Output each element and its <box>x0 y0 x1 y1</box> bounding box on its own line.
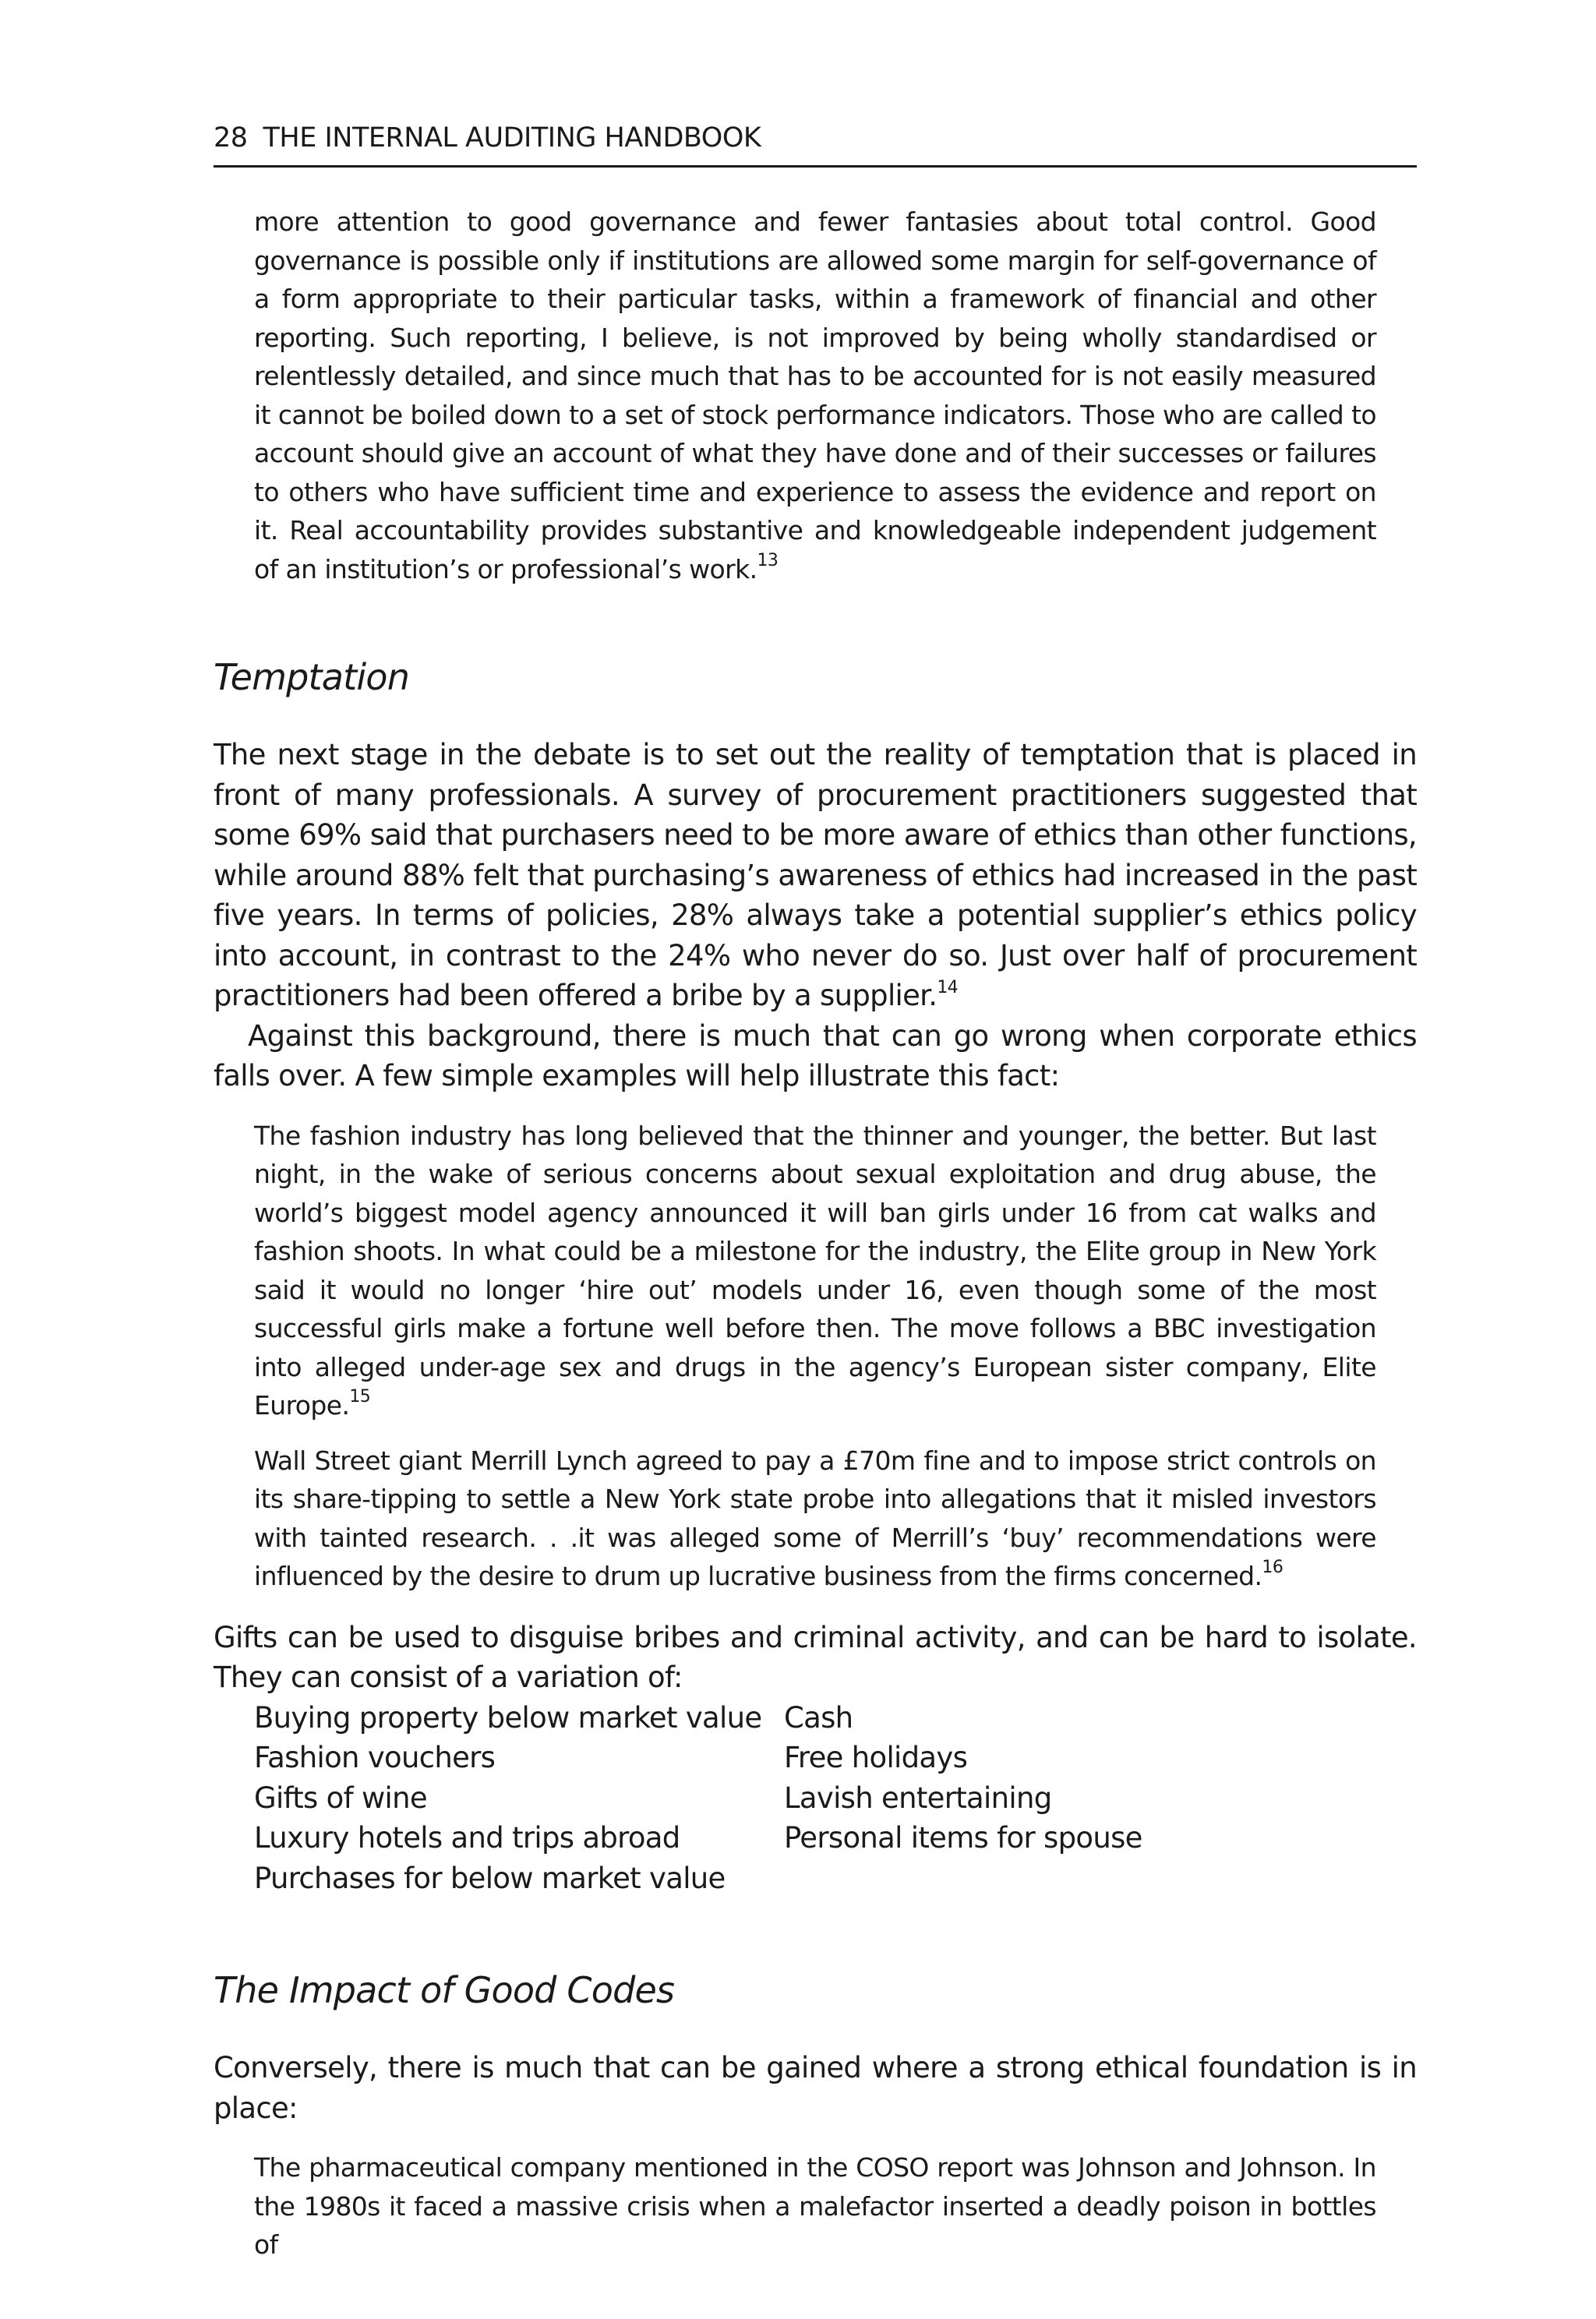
quote-text: Wall Street giant Merrill Lynch agreed to pay a £70m fine and to impose strict controls on its share-tipping to settle a New York state probe into allegations that it misled investors with tainted research. . .it was alleged some of Merrill’s ‘buy’ recommendations were influenced by the desire to drum up lucrative business from the firms concerned. <box>254 1445 1376 1591</box>
page-number: 28 <box>214 122 248 154</box>
gift-item: Free holidays <box>784 1741 968 1774</box>
paragraph-text: The next stage in the debate is to set out the reality of temptation that is placed in front of many professionals. A survey of procurement practitioners suggested that some 69% said that purchasers need to be more aware of ethics than other functions, while around 88% felt that purchasing’s awareness of ethics had increased in the past five years. In terms of policies, 28% always take a potential supplier’s ethics policy into account, in contrast to the 24% who never do so. Just over half of procurement practitioners had been offered a bribe by a supplier. <box>214 738 1417 1012</box>
paragraph-survey <box>214 735 1417 1016</box>
footnote-ref: 14 <box>937 978 958 997</box>
footnote-ref: 15 <box>349 1387 371 1407</box>
gift-item: Luxury hotels and trips abroad <box>254 1821 680 1855</box>
gift-item: Gifts of wine <box>254 1781 427 1815</box>
gift-item: Purchases for below market value <box>254 1861 726 1895</box>
gift-item: Cash <box>784 1700 853 1735</box>
footnote-ref: 16 <box>1262 1558 1284 1577</box>
gift-item: Buying property below market value <box>254 1700 762 1735</box>
paragraph-gifts-intro: Gifts can be used to disguise bribes and criminal activity, and can be hard to isolate. They can consist of a variation of: <box>214 1620 1417 1694</box>
footnote-ref: 13 <box>757 550 779 570</box>
gift-item: Fashion vouchers <box>254 1741 496 1774</box>
paragraph-background: Against this background, there is much that can go wrong when corporate ethics falls over. A few simple examples will help illustrate this fact: <box>214 1018 1417 1092</box>
gifts-list <box>254 1698 1417 1899</box>
block-quote-merrill <box>254 1442 1376 1596</box>
block-quote-johnson: The pharmaceutical company mentioned in the COSO report was Johnson and Johnson. In the 1980s it faced a massive crisis when a malefactor inserted a deadly poison in bottles of <box>254 2152 1376 2260</box>
gift-item: Personal items for spouse <box>784 1821 1142 1855</box>
running-header <box>214 118 1417 168</box>
quote-text: The fashion industry has long believed that the thinner and younger, the better. But last night, in the wake of serious concerns about sexual exploitation and drug abuse, the world’s biggest model agency announced it will ban girls under 16 from cat walks and fashion shoots. In what could be a milestone for the industry, the Elite group in New York said it would no longer ‘hire out’ models under 16, even though some of the most successful girls make a fortune well before then. The move follows a BBC investigation into alleged under-age sex and drugs in the agency’s European sister company, Elite Europe. <box>254 1120 1376 1421</box>
section-heading-temptation: Temptation <box>214 656 410 698</box>
gift-item: Lavish entertaining <box>784 1781 1052 1815</box>
section-heading-good-codes: The Impact of Good Codes <box>214 1969 675 2011</box>
running-title: THE INTERNAL AUDITING HANDBOOK <box>263 122 761 154</box>
quote-text: more attention to good governance and fewer fantasies about total control. Good governance is possible only if institutions are allowed some margin for self-governance of a form appropriate to their particular tasks, within a framework of financial and other reporting. Such reporting, I believe, is not improved by being wholly standardised or relentlessly detailed, and since much that has to be accounted for is not easily measured it cannot be boiled down to a set of stock performance indicators. Those who are called to account should give an account of what they have done and of their successes or failures to others who have sufficient time and experience to assess the evidence and report on it. Real accountability provides substantive and knowledgeable independent judgement of an institution’s or professional’s work. <box>254 206 1376 584</box>
block-quote-fashion <box>254 1117 1376 1425</box>
paragraph-conversely: Conversely, there is much that can be gained where a strong ethical foundation is in place: <box>214 2051 1417 2125</box>
block-quote-governance <box>254 203 1376 588</box>
page-content <box>214 203 1417 2264</box>
